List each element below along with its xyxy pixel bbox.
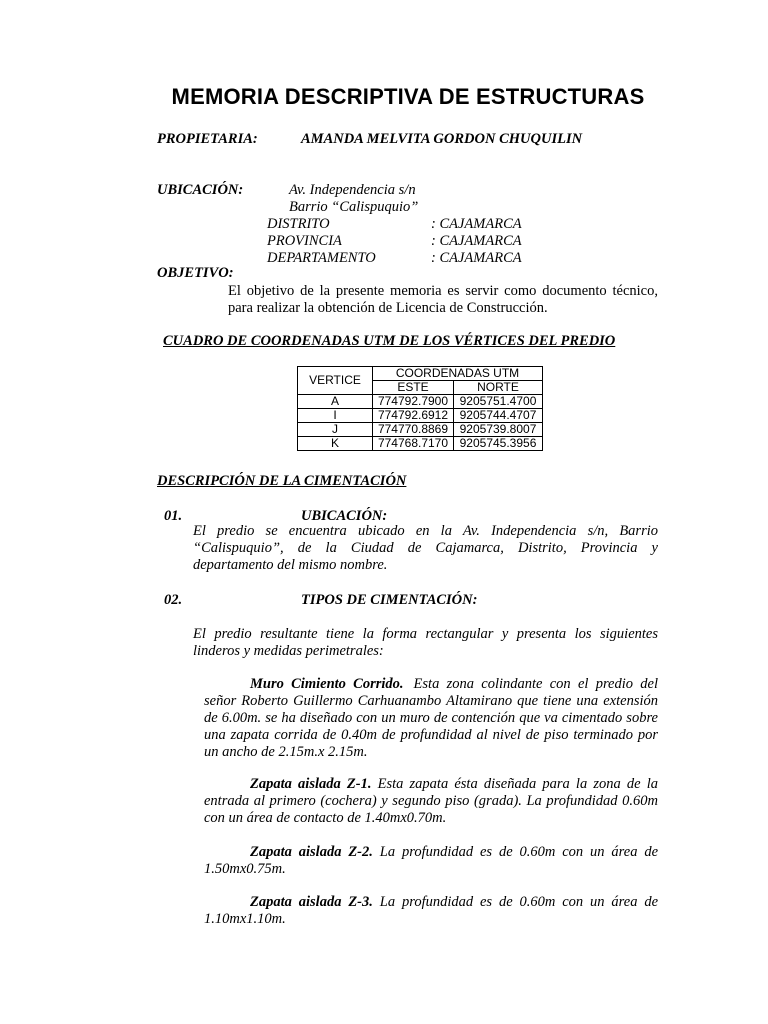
- table-row: [298, 395, 543, 409]
- este-cell: 774768.7170: [373, 437, 454, 451]
- section02-heading: TIPOS DE CIMENTACIÓN:: [301, 592, 478, 608]
- propietaria-value: AMANDA MELVITA GORDON CHUQUILIN: [301, 131, 583, 147]
- provincia-value: : CAJAMARCA: [431, 233, 522, 249]
- cimentacion-title: DESCRIPCIÓN DE LA CIMENTACIÓN: [157, 473, 407, 489]
- ubicacion-line2: Barrio “Calispuquio”: [289, 199, 419, 215]
- table-header-row: [298, 367, 543, 381]
- page-title: MEMORIA DESCRIPTIVA DE ESTRUCTURAS: [171, 84, 645, 109]
- zapata-z1-text: Esta zapata ésta diseñada para la zona de la entrada al primero (cochera) y segundo piso (grada). La profundidad 0.60m con un área de contacto de 1.40mx0.70m.: [204, 776, 658, 826]
- norte-cell: 9205744.4707: [454, 409, 543, 423]
- zapata-z2-name: Zapata aislada Z-2.: [250, 844, 373, 860]
- norte-cell: 9205751.4700: [454, 395, 543, 409]
- objetivo-label: OBJETIVO:: [157, 265, 234, 281]
- vertice-cell: A: [298, 395, 373, 409]
- zapata-z3-paragraph: [204, 894, 658, 928]
- distrito-value: : CAJAMARCA: [431, 216, 522, 232]
- vertice-cell: K: [298, 437, 373, 451]
- este-cell: 774792.7900: [373, 395, 454, 409]
- muro-cimiento-paragraph: [204, 676, 658, 761]
- zapata-z1-name: Zapata aislada Z-1.: [250, 776, 372, 792]
- norte-header: NORTE: [454, 381, 543, 395]
- cuadro-title: CUADRO DE COORDENADAS UTM DE LOS VÉRTICES DEL PREDIO: [163, 333, 616, 349]
- este-cell: 774792.6912: [373, 409, 454, 423]
- departamento-value: : CAJAMARCA: [431, 250, 522, 266]
- coordinates-table: [297, 366, 543, 451]
- distrito-key: DISTRITO: [267, 216, 330, 232]
- section02-number: 02.: [164, 592, 183, 608]
- norte-cell: 9205745.3956: [454, 437, 543, 451]
- section01-text: El predio se encuentra ubicado en la Av. Independencia s/n, Barrio “Calispuquio”, de la Ciudad de Cajamarca, Distrito, Provincia y departamento del mismo nombre.: [193, 523, 658, 573]
- section02-intro: El predio resultante tiene la forma rectangular y presenta los siguientes linderos y medidas perimetrales:: [193, 626, 658, 659]
- zapata-z2-text: La profundidad es de 0.60m con un área de 1.50mx0.75m.: [204, 844, 659, 877]
- vertice-header: VERTICE: [298, 367, 373, 395]
- section01-number: 01.: [164, 508, 183, 524]
- este-header: ESTE: [373, 381, 454, 395]
- vertice-cell: I: [298, 409, 373, 423]
- departamento-key: DEPARTAMENTO: [267, 250, 376, 266]
- ubicacion-line1: Av. Independencia s/n: [289, 182, 416, 198]
- muro-cimiento-name: Muro Cimiento Corrido.: [250, 676, 404, 692]
- este-cell: 774770.8869: [373, 423, 454, 437]
- ubicacion-label: UBICACIÓN:: [157, 182, 244, 198]
- table-row: [298, 437, 543, 451]
- coords-header: COORDENADAS UTM: [373, 367, 543, 381]
- table-row: [298, 409, 543, 423]
- muro-cimiento-text: Esta zona colindante con el predio del señor Roberto Guillermo Carhuanambo Altamirano que tiene una extensión de 6.00m. se ha diseñado con un muro de contención que va cimentado sobre una zapata corrida de 0.40m de profundidad al nivel de piso terminado por un ancho de 2.15m.x 2.15m.: [204, 676, 658, 760]
- zapata-z3-text: La profundidad es de 0.60m con un área de 1.10mx1.10m.: [204, 894, 659, 927]
- section01-heading: UBICACIÓN:: [301, 508, 388, 524]
- vertice-cell: J: [298, 423, 373, 437]
- zapata-z2-paragraph: [204, 844, 658, 878]
- table-row: [298, 423, 543, 437]
- norte-cell: 9205739.8007: [454, 423, 543, 437]
- zapata-z3-name: Zapata aislada Z-3.: [250, 894, 373, 910]
- provincia-key: PROVINCIA: [267, 233, 342, 249]
- objetivo-text: El objetivo de la presente memoria es servir como documento técnico, para realizar la obtención de Licencia de Construcción.: [228, 283, 658, 316]
- propietaria-label: PROPIETARIA:: [157, 131, 258, 147]
- zapata-z1-paragraph: [204, 776, 658, 827]
